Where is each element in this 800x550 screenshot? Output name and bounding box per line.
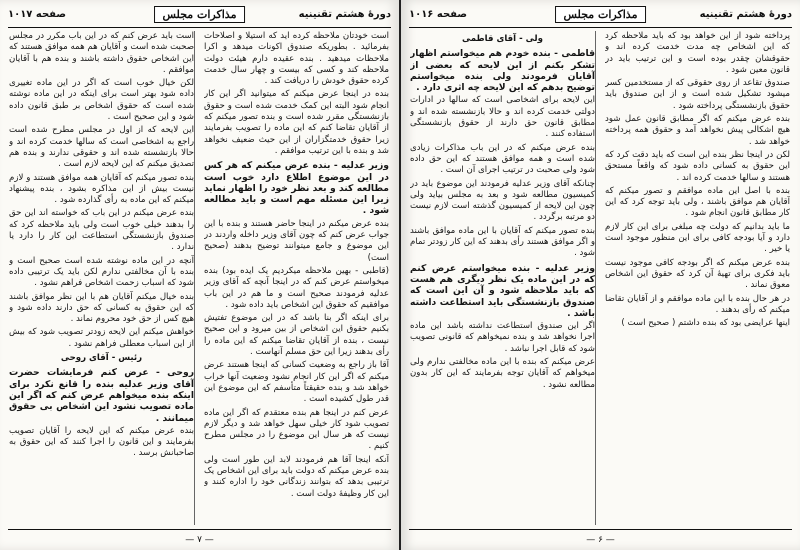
paragraph: بنده عرض میکنم در اینجا حاضر هستند و بنده با این جواب عرض کنم که چون آقای وزیر داخله واردند در این موضوع و جامع میتوانند توضیح بدهند (صحیح است) — [204, 218, 389, 263]
paragraph: بنده با اصل این ماده موافقم و تصور میکنم که آقایان هم موافق باشند ، ولی باید توجه کرد که این کار مطابق قانون انجام شود . — [605, 185, 790, 219]
paragraph: است باید عرض کنم که در این باب مکرر در مجلس صحبت شده است و آقایان هم همه موافق هستند که این اشخاص حقوق داشته باشند و بنده هم با آقایان موافقم . — [9, 31, 194, 75]
paragraph: بنده عرض میکنم در این باب که خواسته اند این حق را بدهند خیلی خوب است ولی باید ملاحظه کرد که صندوق بازنشستگی استطاعت این کار را دارد یا ندارد . — [9, 208, 194, 253]
text-column-right — [204, 31, 389, 525]
speaker-paragraph: قاطمی - بنده خودم هم میخواستم اظهار تشکر بکنم از این لایحه که بعضی از آقایان فرمودند ولی بنده میخواستم توضیح بدهم که این لایحه چه اثری دارد . — [410, 48, 595, 94]
paragraph: این لایحه برای اشخاصی است که سالها در ادارات دولتی خدمت کرده اند و حالا بازنشسته شده اند و مطابق قانون حق دارند از حقوق بازنشستگی استفاده کنند . — [410, 95, 595, 140]
paragraph: پرداخته شود از این خواهد بود که باید ملاحظه کرد که این اشخاص چه مدت خدمت کرده اند و حقوقشان چقدر بوده است و این ترتیب باید در قانون معین شود . — [605, 31, 790, 75]
paragraph: بنده عرض میکنم که اگر بودجه کافی موجود نیست باید فکری برای تهیهٔ آن کرد که حقوق این اشخاص معوق نماند . — [605, 257, 790, 291]
paragraph: آقا باز راجع به وضعیت کسانی که اینجا هستند عرض میکنم که اگر این کار انجام نشود وضعیت آنها خراب خواهد شد و بنده حقیقتاً متأسفم که این موضوع این قدر طول کشیده است . — [204, 360, 389, 405]
footer-rule — [8, 529, 391, 530]
paragraph: صندوق تقاعد از روی حقوقی که از مستخدمین کسر میشود تشکیل شده است و از این صندوق باید حقوق بازنشستگی پرداخته شود . — [605, 78, 790, 111]
paragraph: بنده در اینجا عرض میکنم که میتوانید اگر این کار انجام شود البته این کمک خدمت شده است و حقوق بازنشستگی مقرر شده است و بنده تصور میکنم که از آقایان تقاضا کنم که این ماده را تصویب بفرمایند زیرا حقوق خدمتگزاران از این حیث ضعیف نخواهد شد و بنده با این ترتیب موافقم . — [204, 89, 389, 156]
speaker-paragraph: وزیر عدلیه - بنده عرض میکنم که هر کس در این موضوع اطلاع دارد خوب است مطالعه کند و بعد نظر خود را اظهار نماید زیرا این مسئله مهم است و باید مطالعه شود . — [204, 160, 389, 217]
column-divider — [595, 31, 596, 525]
paragraph: بنده عرض میکنم که اگر مطابق قانون عمل شود هیچ اشکالی پیش نخواهد آمد و حقوق همه پرداخته خواهد شد . — [605, 114, 790, 147]
speaker-paragraph: وزیر عدلیه - بنده میخواستم عرض کنم که در این ماده یک نظر دیگری هم هست که باید ملاحظه شود و آن این است که صندوق بازنشستگی باید استطاعت داشته باشد . — [410, 262, 595, 319]
paragraph: بنده تصور میکنم که آقایان همه موافق هستند و لازم نیست بیش از این مذاکره بشود ، بنده پیشنهاد میکنم که این ماده به رأی گذارده شود . — [9, 172, 194, 206]
paragraph: اگر این صندوق استطاعت نداشته باشد این ماده اجرا نخواهد شد و بنده نمیخواهم که قانونی تصویب شود که قابل اجرا نباشد . — [410, 321, 595, 354]
paragraph: لکن در اینجا نظر بنده این است که باید دقت کرد که این حقوق به کسانی داده شود که واقعاً مستحق هستند و سالها خدمت کرده اند . — [605, 149, 790, 183]
text-column-left — [9, 31, 194, 525]
paragraph: است خودتان ملاحظه کرده اید که استیلا و اصلاحات بفرمائید . بطوریکه صندوق اکونات میدهد و اکرا ملاحظات میدهید . بنده عقیده دارم هیئت دولت ملاحظه کند و کسی که بیست و چهار سال خدمت کرده حقوق خودش را دریافت کند . — [204, 31, 389, 87]
paragraph: برای اینکه اگر بنا باشد که در این موضوع تفتیش بکنیم حقوق این اشخاص از بین میرود و این صحیح نیست ، بنده از آقایان تقاضا میکنم که این ماده را رأی بدهند زیرا این حق مسلم آنهاست . — [204, 313, 389, 358]
paragraph: بنده تصور میکنم که آقایان با این ماده موافق باشند و اگر موافق هستند رأی بدهند که این کار زودتر تمام شود . — [410, 225, 595, 259]
paragraph: آنچه در این ماده نوشته شده است صحیح است و بنده با آن مخالفتی ندارم لکن باید یک ترتیبی داده شود که اسباب زحمت اشخاص فراهم نشود . — [9, 255, 194, 289]
session-label: دورهٔ هشتم تقنینیه — [298, 9, 391, 20]
speaker-paragraph: روحی - عرض کنم فرمایشات حضرت آقای وزیر عدلیه بنده را قانع نکرد برای اینکه بنده میخواهم عرض کنم که اگر این ماده تصویب نشود این اشخاص بی حقوق میمانند . — [9, 367, 194, 424]
paragraph: آنکه اینجا آقا هم فرمودند لابد این طور است ولی بنده عرض میکنم که دولت باید برای این اشخاص یک ترتیبی بدهد که بتوانند زندگانی خود را اداره کنند و این کار وظیفهٔ دولت است . — [204, 454, 389, 499]
paragraph: چنانکه آقای وزیر عدلیه فرمودند این موضوع باید در کمیسیون مطالعه شود و بعد به مجلس بیاید ولی چون این لایحه از کمیسیون گذشته است لازم نیست دو مرتبه برگردد . — [410, 178, 595, 223]
page-folio: — ۷ — — [185, 535, 214, 545]
page-number-label: صفحه ۱۰۱۷ — [8, 9, 67, 20]
header-rule — [8, 27, 391, 28]
column-divider — [194, 31, 195, 525]
page-folio: — ۶ — — [586, 535, 615, 545]
paragraph: ما باید بدانیم که دولت چه مبلغی برای این کار لازم دارد و آیا بودجه کافی برای این منظور موجود است یا خیر . — [605, 221, 790, 255]
paragraph: عرض میکنم که بنده با این ماده مخالفتی ندارم ولی میخواهم که آقایان توجه بفرمایند که این کار بدون مطالعه نشود . — [410, 357, 595, 390]
paragraph: در هر حال بنده با این ماده موافقم و از آقایان تقاضا میکنم که رأی بدهند . — [605, 293, 790, 315]
page-header — [8, 6, 391, 26]
right-page — [401, 0, 800, 550]
paragraph: اینها عرایضی بود که بنده داشتم ( صحیح است ) — [621, 318, 790, 329]
paragraph: عرض کنم در اینجا هم بنده معتقدم که اگر این ماده تصویب شود کار خیلی سهل خواهد شد و دیگر لازم نیست که هر سال این موضوع را در مجلس مطرح کنیم . — [204, 407, 389, 452]
left-page — [0, 0, 399, 550]
paragraph: بنده عرض میکنم که در این باب مذاکرات زیادی شده است و همه موافق هستند که این حق داده شود ولی صحبت در ترتیب اجرای آن است . — [410, 142, 595, 176]
header-rule — [409, 27, 792, 28]
text-column-left — [410, 31, 595, 525]
publication-title: مذاکرات مجلس — [154, 6, 246, 23]
speaker-call: ولی - آقای قاطمی — [462, 34, 543, 44]
paragraph: لکن خیال خوب است که اگر در این ماده تغییری داده شود بهتر است برای اینکه در این ماده نوشته شده است که حقوق اشخاص بر طبق قانون داده شود و این صحیح است . — [9, 78, 194, 123]
speaker-call: رئیس - آقای روحی — [60, 353, 143, 364]
page-number-label: صفحه ۱۰۱۶ — [409, 9, 468, 20]
session-label: دورهٔ هشتم تقنینیه — [699, 9, 792, 20]
text-column-right — [605, 31, 790, 525]
paragraph: این لایحه که از اول در مجلس مطرح شده است راجع به اشخاصی است که سالها خدمت کرده اند و حالا بازنشسته شده اند و حقوقی ندارند و بنده هم تصدیق میکنم که این لایحه لازم است . — [9, 125, 194, 170]
footer-rule — [409, 529, 792, 530]
page-header — [409, 6, 792, 26]
paragraph: بنده خیال میکنم آقایان هم با این نظر موافق باشند که این حقوق به کسانی که حق دارند داده شود و هیچ کس از حق خود محروم نماند . — [9, 291, 194, 325]
paragraph: (قاطبی - بهین ملاحظه میکردیم یک ایده بود) بنده میخواستم عرض کنم که در اینجا آنچه که آقای وزیر عدلیه فرمودند صحیح است و ما هم در این باب موافقیم که حقوق این اشخاص باید داده شود . — [204, 265, 389, 310]
paragraph: بنده عرض میکنم که این لایحه را آقایان تصویب بفرمایند و این قانون را اجرا کنند که این حقوق به صاحبانش برسد . — [9, 425, 194, 459]
publication-title: مذاکرات مجلس — [555, 6, 647, 23]
paragraph: خواهش میکنم این لایحه زودتر تصویب شود که بیش از این اسباب معطلی فراهم نشود . — [9, 327, 194, 349]
